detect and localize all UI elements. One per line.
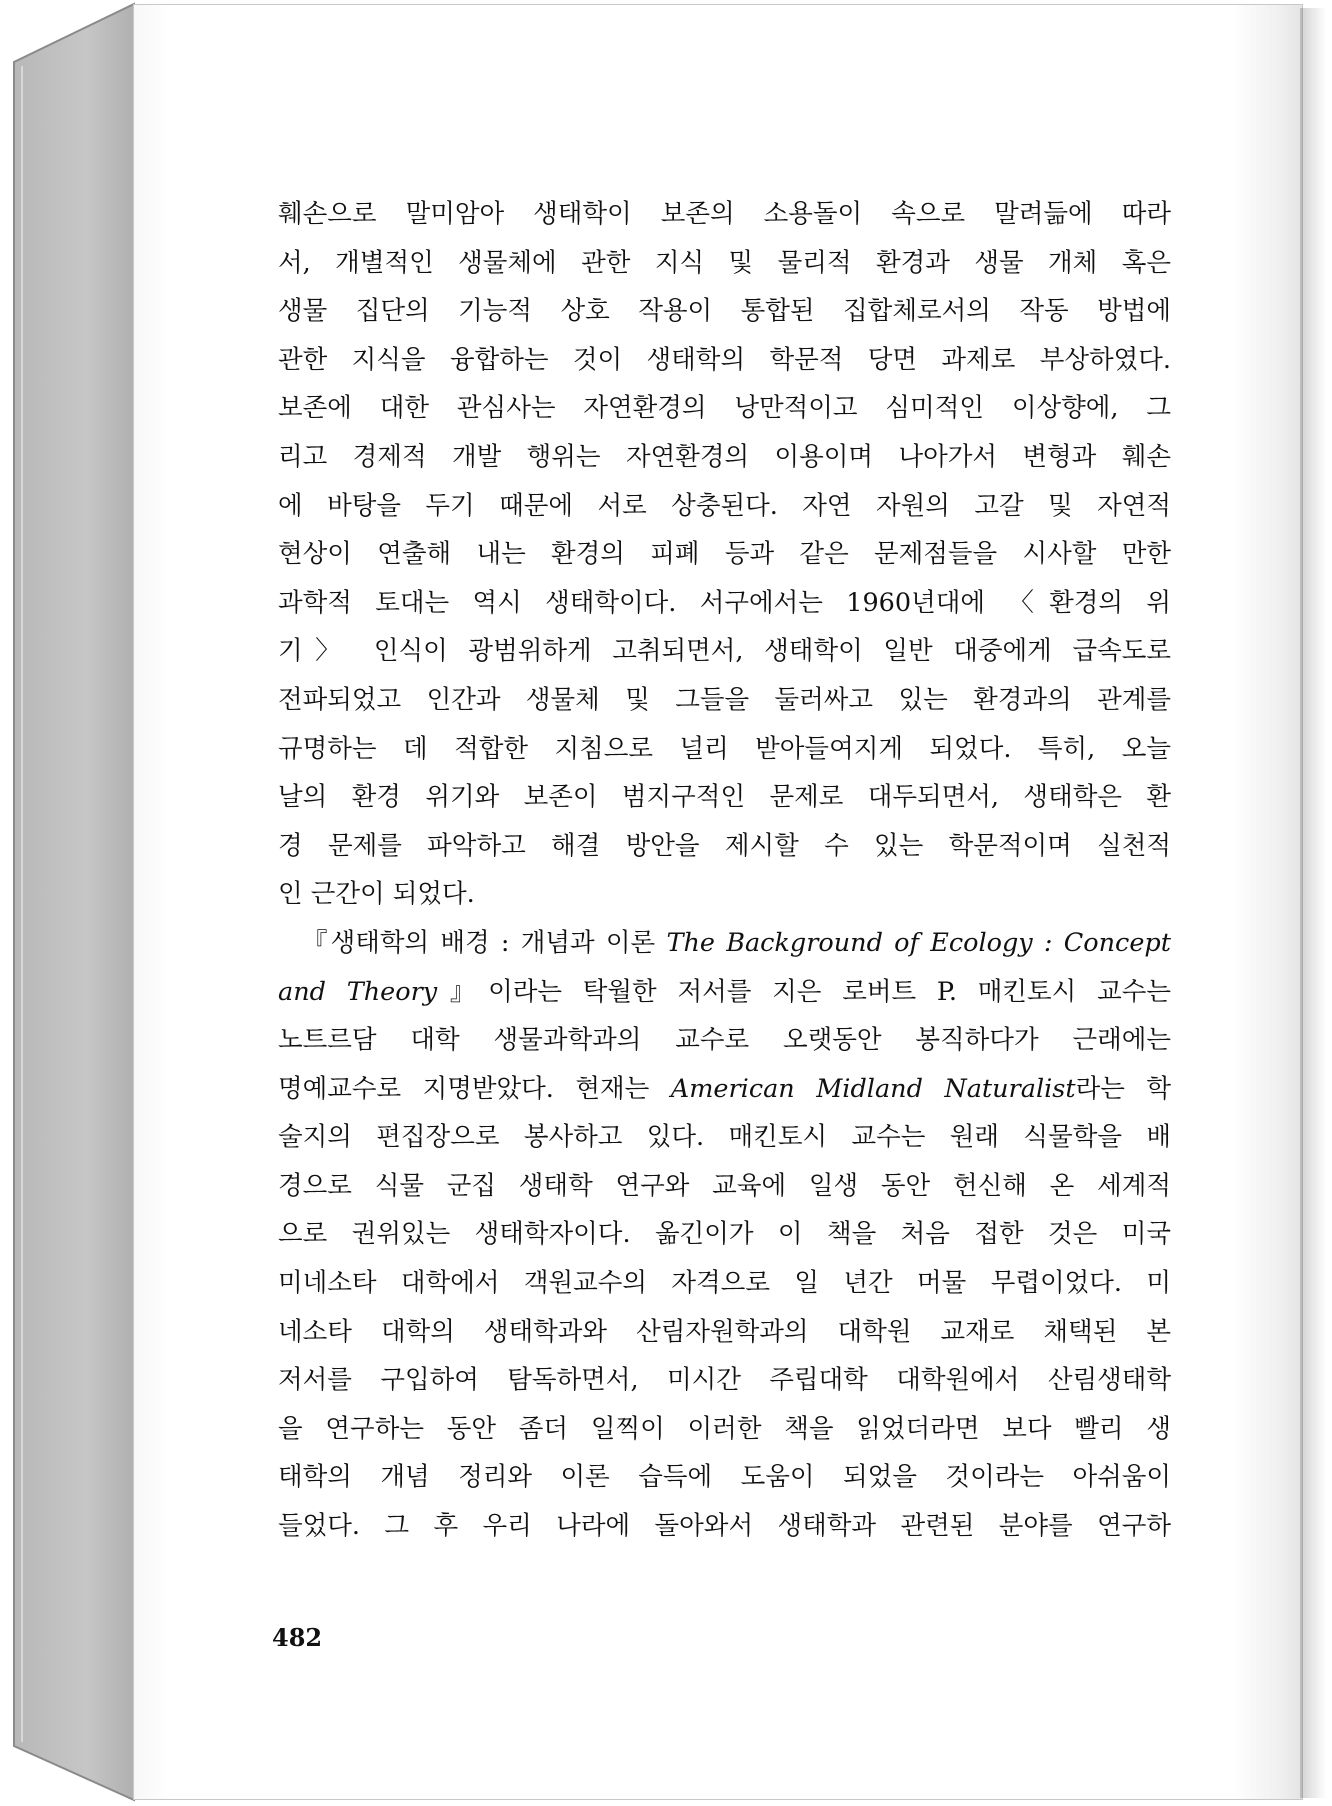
text-line: 기〉 인식이 광범위하게 고취되면서, 생태학이 일반 대중에게 급속도로 xyxy=(278,636,1171,667)
text-line xyxy=(278,919,1171,968)
text-line: 인 근간이 되었다. xyxy=(278,879,475,910)
text-line: 술지의 편집장으로 봉사하고 있다. 매킨토시 교수는 원래 식물학을 배 xyxy=(278,1122,1171,1153)
book-title-english-cont: and Theory xyxy=(278,976,438,1007)
text-line xyxy=(278,1065,1171,1114)
text-line: 에 바탕을 두기 때문에 서로 상충된다. 자연 자원의 고갈 및 자연적 xyxy=(278,490,1171,521)
text-line: 경 문제를 파악하고 해결 방안을 제시할 수 있는 학문적이며 실천적 xyxy=(278,830,1171,861)
text-line: 노트르담 대학 생물과학과의 교수로 오랫동안 봉직하다가 근래에는 xyxy=(278,1025,1171,1056)
text-line: 을 연구하는 동안 좀더 일찍이 이러한 책을 읽었더라면 보다 빨리 생 xyxy=(278,1413,1171,1444)
text-line: 훼손으로 말미암아 생태학이 보존의 소용돌이 속으로 말려듦에 따라 xyxy=(278,199,1171,229)
text-line: 생물 집단의 기능적 상호 작용이 통합된 집합체로서의 작동 방법에 xyxy=(278,296,1171,327)
text-line: 미네소타 대학에서 객원교수의 자격으로 일 년간 머물 무렵이었다. 미 xyxy=(278,1268,1171,1299)
text-line: 태학의 개념 정리와 이론 습득에 도움이 되었을 것이라는 아쉬움이 xyxy=(278,1462,1171,1493)
text-line: 규명하는 데 적합한 지침으로 널리 받아들여지게 되었다. 특히, 오늘 xyxy=(278,733,1171,764)
page-number: 482 xyxy=(272,1623,323,1652)
book-title-korean: 『생태학의 배경 : 개념과 이론 xyxy=(302,927,667,958)
text-line: 관한 지식을 융합하는 것이 생태학의 학문적 당면 과제로 부상하였다. xyxy=(278,344,1171,375)
text-line: 저서를 구입하여 탐독하면서, 미시간 주립대학 대학원에서 산림생태학 xyxy=(278,1365,1171,1396)
text-span: 명예교수로 지명받았다. 현재는 xyxy=(278,1073,671,1104)
text-line: 현상이 연출해 내는 환경의 피폐 등과 같은 문제점들을 시사할 만한 xyxy=(278,539,1171,570)
text-line: 리고 경제적 개발 행위는 자연환경의 이용이며 나아가서 변형과 훼손 xyxy=(278,441,1171,472)
text-line: 경으로 식물 군집 생태학 연구와 교육에 일생 동안 헌신해 온 세계적 xyxy=(278,1170,1171,1201)
text-line: 네소타 대학의 생태학과와 산림자원학과의 대학원 교재로 채택된 본 xyxy=(278,1316,1171,1347)
journal-title: American Midland Naturalist xyxy=(670,1073,1076,1104)
page-body-text xyxy=(278,190,1171,1551)
page-edge-shadow xyxy=(1300,8,1326,1798)
text-line: 으로 권위있는 생태학자이다. 옮긴이가 이 책을 처음 접한 것은 미국 xyxy=(278,1219,1171,1250)
text-line: 전파되었고 인간과 생물체 및 그들을 둘러싸고 있는 환경과의 관계를 xyxy=(278,684,1171,715)
text-line: 서, 개별적인 생물체에 관한 지식 및 물리적 환경과 생물 개체 혹은 xyxy=(278,247,1171,278)
text-line: 과학적 토대는 역시 생태학이다. 서구에서는 1960년대에 〈환경의 위 xyxy=(278,587,1171,618)
text-line: 날의 환경 위기와 보존이 범지구적인 문제로 대두되면서, 생태학은 환 xyxy=(278,782,1171,813)
text-line: 보존에 대한 관심사는 자연환경의 낭만적이고 심미적인 이상향에, 그 xyxy=(278,393,1171,424)
text-line: 들었다. 그 후 우리 나라에 돌아와서 생태학과 관련된 분야를 연구하 xyxy=(278,1511,1171,1542)
book-title-english: The Background of Ecology : Concept xyxy=(666,927,1171,958)
text-span: 라는 학 xyxy=(1075,1073,1171,1104)
text-span: 』이라는 탁월한 저서를 지은 로버트 P. 매킨토시 교수는 xyxy=(437,976,1171,1007)
text-line xyxy=(278,968,1171,1017)
